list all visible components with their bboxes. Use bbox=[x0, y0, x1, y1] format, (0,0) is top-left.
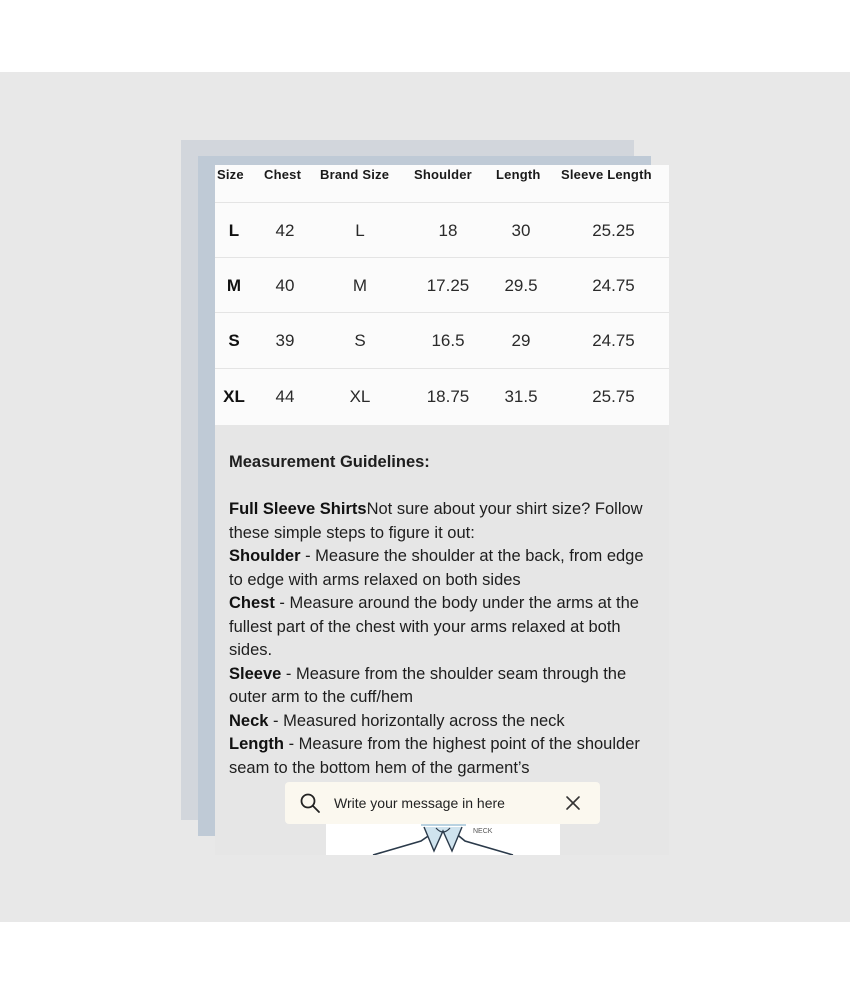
cell-shoulder: 18.75 bbox=[426, 387, 470, 406]
measurement-guidelines bbox=[229, 451, 659, 780]
col-header-chest: Chest bbox=[264, 167, 302, 182]
cell-size: XL bbox=[223, 387, 245, 406]
guideline-term: Sleeve bbox=[229, 664, 282, 683]
cell-size: L bbox=[228, 221, 240, 240]
table-row bbox=[215, 312, 669, 368]
size-chart-sheet bbox=[215, 165, 669, 855]
cell-chest: 44 bbox=[275, 387, 295, 406]
cell-size: S bbox=[228, 331, 240, 350]
message-input[interactable]: Write your message in here bbox=[334, 795, 505, 811]
col-header-shoulder: Shoulder bbox=[414, 167, 472, 182]
cell-size: M bbox=[226, 276, 242, 295]
guideline-text: - Measure the shoulder at the back, from edge to edge with arms relaxed on both sides bbox=[229, 547, 644, 589]
guideline-text: - Measure around the body under the arms at the fullest part of the chest with your arms relaxed at both sides. bbox=[229, 594, 639, 659]
guideline-chest bbox=[229, 592, 659, 663]
table-row bbox=[215, 368, 669, 424]
col-header-sleeve-length: Sleeve Length bbox=[561, 167, 652, 182]
guideline-term: Length bbox=[229, 735, 284, 753]
table-header bbox=[215, 165, 669, 202]
cell-length: 29 bbox=[511, 331, 531, 350]
guideline-length bbox=[229, 733, 659, 780]
diagram-neck-label: NECK bbox=[473, 828, 493, 835]
guideline-shoulder bbox=[229, 545, 659, 592]
guideline-text: - Measure from the shoulder seam through the outer arm to the cuff/hem bbox=[229, 664, 627, 706]
col-header-size: Size bbox=[217, 167, 244, 182]
intro-bold: Full Sleeve Shirts bbox=[229, 500, 367, 518]
cell-shoulder: 17.25 bbox=[426, 276, 470, 295]
intro-text: Not sure about your shirt size? Follow these simple steps to figure it out: bbox=[229, 500, 643, 542]
guideline-term: Shoulder bbox=[229, 547, 301, 565]
cell-length: 30 bbox=[511, 221, 531, 240]
guideline-text: - Measure from the highest point of the shoulder seam to the bottom hem of the garment’s bbox=[229, 735, 640, 777]
close-icon[interactable] bbox=[565, 795, 581, 811]
cell-brand-size: XL bbox=[349, 387, 371, 406]
table-row bbox=[215, 257, 669, 313]
guideline-neck bbox=[229, 710, 659, 734]
col-header-brand-size: Brand Size bbox=[320, 167, 390, 182]
cell-chest: 39 bbox=[275, 331, 295, 350]
cell-chest: 40 bbox=[275, 276, 295, 295]
cell-length: 31.5 bbox=[504, 387, 538, 406]
guideline-term: Neck bbox=[229, 711, 269, 730]
search-icon[interactable] bbox=[299, 792, 321, 814]
guideline-sleeve bbox=[229, 663, 659, 710]
cell-sleeve-length: 25.25 bbox=[592, 221, 635, 240]
cell-brand-size: S bbox=[354, 331, 366, 350]
cell-chest: 42 bbox=[275, 221, 295, 240]
table-row bbox=[215, 202, 669, 258]
chat-message-bar[interactable] bbox=[285, 782, 600, 824]
col-header-length: Length bbox=[496, 167, 541, 182]
guidelines-intro bbox=[229, 498, 659, 545]
cell-sleeve-length: 24.75 bbox=[592, 331, 635, 350]
cell-sleeve-length: 25.75 bbox=[592, 387, 635, 406]
cell-length: 29.5 bbox=[504, 276, 538, 295]
guideline-text: - Measured horizontally across the neck bbox=[268, 711, 565, 730]
guideline-term: Chest bbox=[229, 594, 275, 612]
cell-brand-size: M bbox=[352, 276, 368, 295]
cell-brand-size: L bbox=[355, 221, 365, 240]
cell-shoulder: 16.5 bbox=[431, 331, 465, 350]
cell-sleeve-length: 24.75 bbox=[592, 276, 635, 295]
cell-shoulder: 18 bbox=[438, 221, 458, 240]
size-chart-table bbox=[215, 165, 669, 425]
guidelines-heading: Measurement Guidelines: bbox=[229, 453, 430, 471]
